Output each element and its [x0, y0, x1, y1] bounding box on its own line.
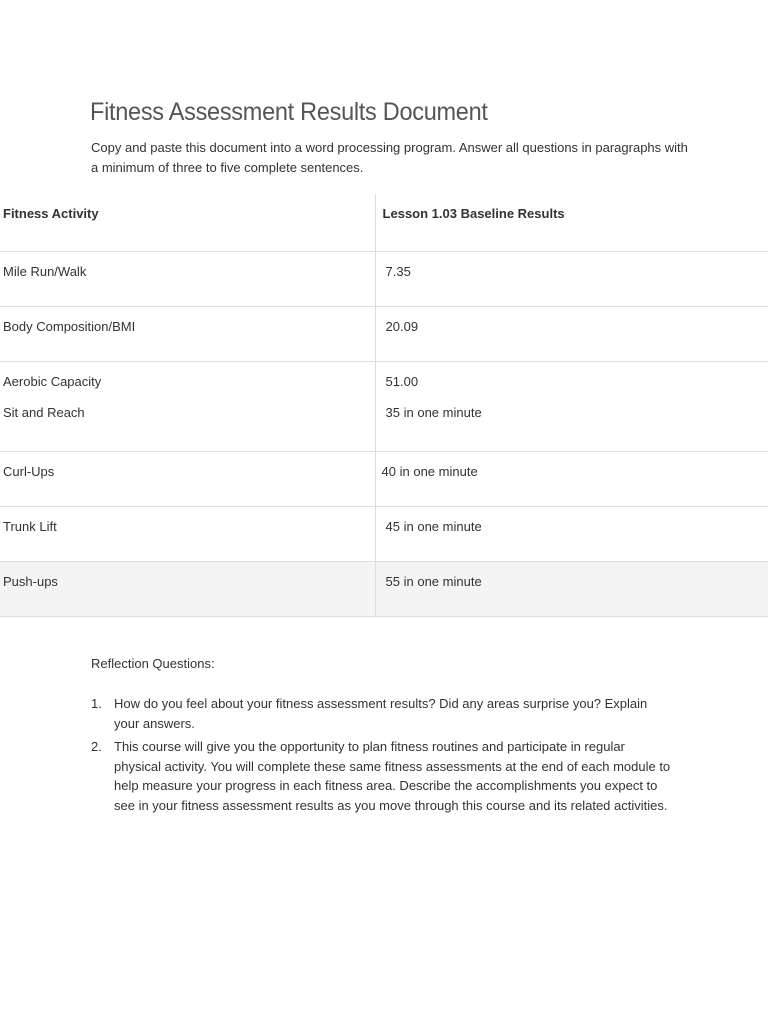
result-aerobic-capacity: 51.00 — [385, 373, 419, 389]
fitness-results-table — [0, 194, 768, 617]
activity-cell: Body Composition/BMI — [3, 318, 136, 334]
result-cell: 20.09 — [375, 306, 768, 361]
table-row — [0, 506, 768, 561]
activity-cell — [0, 361, 375, 451]
result-cell: 40 in one minute — [375, 451, 768, 506]
question-number: 1. — [91, 696, 102, 711]
table-row — [0, 361, 768, 451]
activity-cell: Mile Run/Walk — [3, 263, 87, 279]
activity-sit-and-reach: Sit and Reach — [3, 404, 85, 420]
table-row — [0, 451, 768, 506]
table-row — [0, 251, 768, 306]
question-text: This course will give you the opportunity to plan fitness routines and participate in regular physical activity. You will complete these same fitness assessments at the end of each module to help measure your progress in each fitness area. Describe the accomplishments you expect to see in your fitness assessment results as you move through this course and its related activities. — [114, 739, 671, 813]
reflection-questions-list — [91, 694, 671, 820]
activity-aerobic-capacity: Aerobic Capacity — [3, 373, 102, 389]
result-cell: 7.35 — [375, 251, 768, 306]
question-text: How do you feel about your fitness assessment results? Did any areas surprise you? Explain your answers. — [114, 696, 648, 731]
column-header-results: Lesson 1.03 Baseline Results — [375, 194, 768, 251]
list-item — [91, 737, 671, 815]
list-item — [91, 694, 671, 733]
result-sit-and-reach: 35 in one minute — [385, 404, 482, 420]
question-number: 2. — [91, 739, 102, 755]
activity-cell: Curl-Ups — [3, 463, 55, 479]
document-title: Fitness Assessment Results Document — [90, 98, 488, 126]
column-header-activity: Fitness Activity — [3, 206, 99, 221]
table-row — [0, 561, 768, 616]
activity-cell: Push-ups — [3, 573, 58, 589]
result-cell: 55 in one minute — [375, 561, 768, 616]
result-cell: 45 in one minute — [375, 506, 768, 561]
activity-cell: Trunk Lift — [3, 518, 57, 534]
table-header-row — [0, 194, 768, 251]
reflection-heading: Reflection Questions: — [91, 656, 215, 671]
result-cell — [375, 361, 768, 451]
document-instructions: Copy and paste this document into a word processing program. Answer all questions in paragraphs with a minimum of three to five complete sentences. — [91, 140, 688, 175]
table-row — [0, 306, 768, 361]
